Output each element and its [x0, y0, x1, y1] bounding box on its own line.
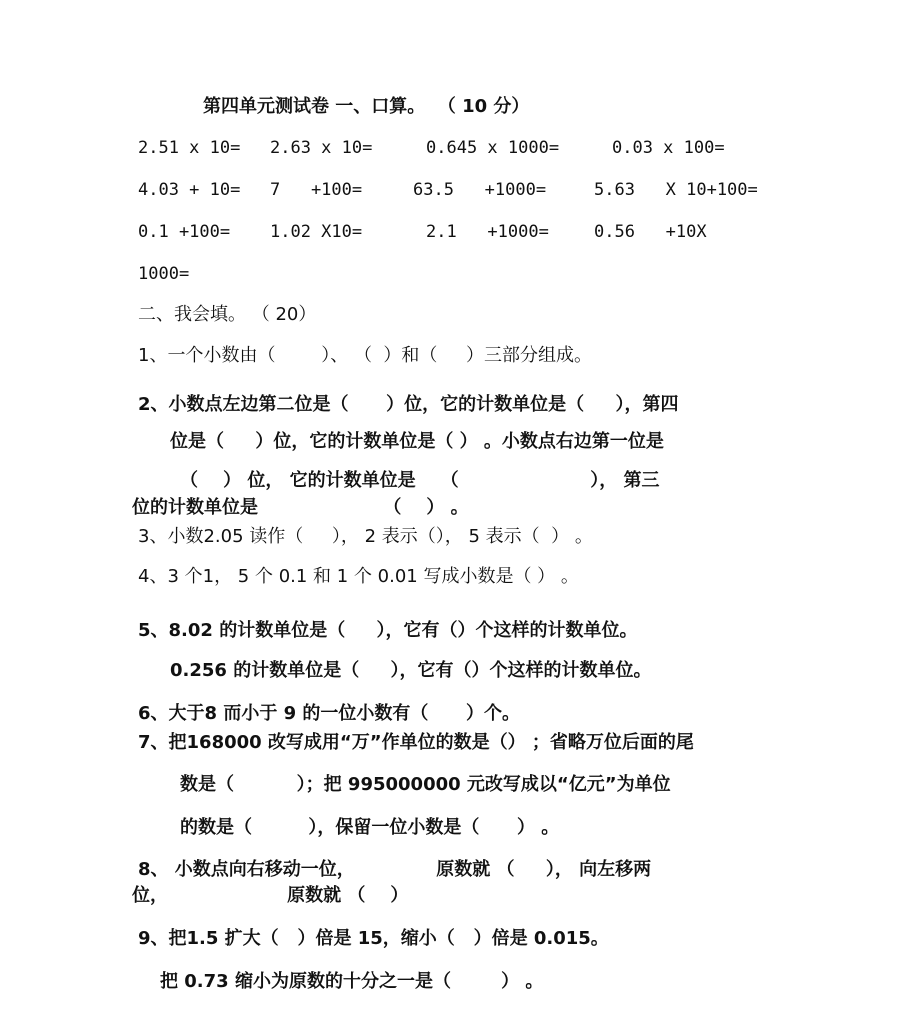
- question-4: 4、3 个1， 5 个 0.1 和 1 个 0.01 写成小数是（ ） 。: [138, 566, 579, 587]
- calc-row-3-item-2: 1.02 X10=: [270, 222, 363, 242]
- question-3: 3、小数2.05 读作（ ）， 2 表示（）， 5 表示（ ） 。: [138, 526, 593, 547]
- calc-wrap: 1000=: [138, 264, 190, 284]
- calc-row-2-item-2: 7 +100=: [270, 180, 363, 200]
- question-8-line-1: 8、 小数点向右移动一位， 原数就 （ ）， 向左移两: [138, 859, 652, 880]
- question-8-line-2: 位， 原数就 （ ）: [132, 885, 409, 906]
- question-7-line-3: 的数是（ ），保留一位小数是（ ） 。: [180, 817, 560, 838]
- calc-row-1-item-4: 0.03 x 100=: [612, 138, 725, 158]
- calc-row-2-item-3: 63.5 +1000=: [413, 180, 547, 200]
- calc-row-1-item-3: 0.645 x 1000=: [426, 138, 560, 158]
- question-9-line-2: 把 0.73 缩小为原数的十分之一是（ ） 。: [160, 971, 544, 992]
- question-6: 6、大于8 而小于 9 的一位小数有（ ）个。: [138, 703, 520, 724]
- calc-row-1-item-1: 2.51 x 10=: [138, 138, 241, 158]
- calc-row-1-item-2: 2.63 x 10=: [270, 138, 373, 158]
- section-2-header: 二、我会填。 （ 20）: [138, 304, 317, 325]
- question-5-line-1: 5、8.02 的计数单位是（ ），它有（）个这样的计数单位。: [138, 620, 638, 641]
- question-2-line-1: 2、小数点左边第二位是（ ）位，它的计数单位是（ ），第四: [138, 394, 679, 415]
- calc-row-3-item-4: 0.56 +10X: [594, 222, 707, 242]
- question-7-line-1: 7、把168000 改写成用“万”作单位的数是（） ；省略万位后面的尾: [138, 732, 694, 753]
- calc-row-2-item-1: 4.03 + 10=: [138, 180, 241, 200]
- calc-row-3-item-3: 2.1 +1000=: [426, 222, 549, 242]
- calc-row-2-item-4: 5.63 X 10+100=: [594, 180, 758, 200]
- question-9-line-1: 9、把1.5 扩大（ ）倍是 15，缩小（ ）倍是 0.015。: [138, 928, 609, 949]
- question-2-line-3: （ ） 位， 它的计数单位是 （ ）， 第三: [180, 470, 660, 491]
- question-2-line-2: 位是（ ）位，它的计数单位是（ ） 。小数点右边第一位是: [170, 431, 664, 452]
- question-1: 1、一个小数由（ ）、 （ ）和（ ）三部分组成。: [138, 345, 592, 366]
- calc-row-3-item-1: 0.1 +100=: [138, 222, 231, 242]
- question-2-line-4: 位的计数单位是 （ ） 。: [132, 497, 469, 518]
- page-title: 第四单元测试卷 一、口算。 （ 10 分）: [203, 96, 530, 117]
- question-5-line-2: 0.256 的计数单位是（ ），它有（）个这样的计数单位。: [170, 660, 652, 681]
- question-7-line-2: 数是（ ）；把 995000000 元改写成以“亿元”为单位: [180, 774, 671, 795]
